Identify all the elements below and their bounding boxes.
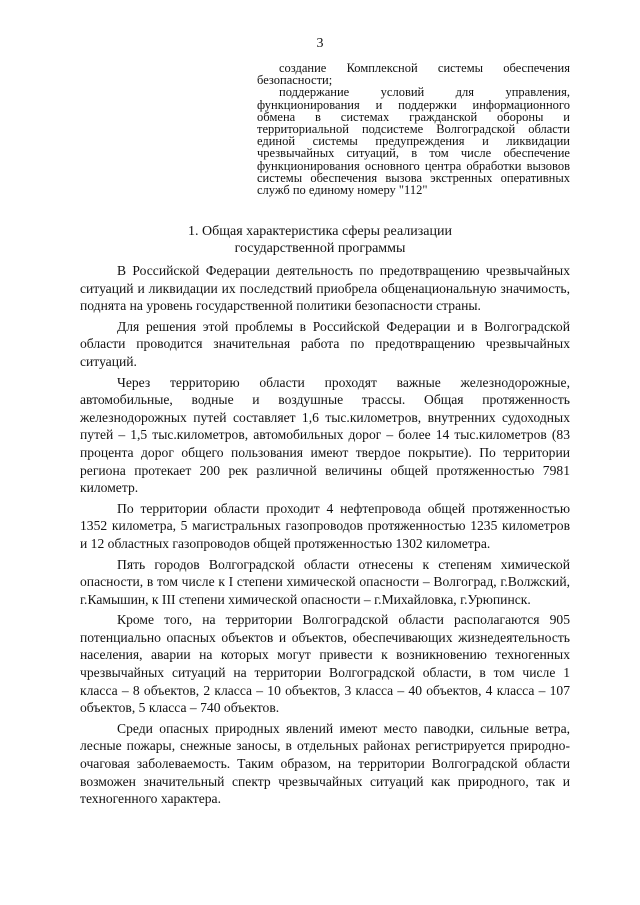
document-body [80,262,570,811]
paragraph: Среди опасных природных явлений имеют место паводки, сильные ветра, лесные пожары, снежные заносы, в отдельных районах регистрируется природно-очаговая заболеваемость. Таким образом, на территории Волгоградской области возможен значительный спектр чрезвычайных ситуаций как природного, так и техногенного характера. [80,720,570,807]
section-title-line: государственной программы [234,241,406,256]
paragraph: В Российской Федерации деятельность по предотвращению чрезвычайных ситуаций и ликвидации их последствий приобрела общенациональную значимость, поднята на уровень государственной политики безопасности страны. [80,263,570,314]
paragraph: Кроме того, на территории Волгоградской области располагаются 905 потенциально опасных объектов и объектов, обеспечивающих жизнедеятельность населения, аварии на которых могут привести к возникновению техногенных чрезвычайных ситуаций на территории Волгоградской области, в том числе 1 класса – 8 объектов, 2 класса – 10 объектов, 3 класса – 40 объектов, 4 класса – 107 объектов, 5 класса – 740 объектов. [80,612,570,716]
goal-item: поддержание условий для управления, функционирования и поддержки информационного обмена в системах гражданской обороны и территориальной подсистеме Волгоградской области единой системы предупреждения и ликвидации чрезвычайных ситуаций, в том числе обеспечение функционирования основного центра обработки вызовов системы обеспечения вызова экстренных оперативных служб по единому номеру "112" [257,85,570,198]
goal-item: создание Комплексной системы обеспечения безопасности; [257,61,570,88]
paragraph: По территории области проходит 4 нефтепровода общей протяженностью 1352 километра, 5 магистральных газопроводов протяженностью 1235 километров и 12 областных газопроводов общей протяженностью 1302 километра. [80,500,570,551]
section-title-line: 1. Общая характеристика сферы реализации [188,224,452,239]
page-number: 3 [316,36,324,51]
paragraph: Пять городов Волгоградской области отнесены к степеням химической опасности, в том числе к I степени химической опасности – Волгоград, г.Волжский, г.Камышин, к III степени химической опасности – г.Михайловка, г.Урюпинск. [80,556,570,607]
goals-list [257,62,570,196]
paragraph: Для решения этой проблемы в Российской Федерации и в Волгоградской области проводится значительная работа по предотвращению чрезвычайных ситуаций. [80,318,570,369]
paragraph: Через территорию области проходят важные железнодорожные, автомобильные, водные и воздушные трассы. Общая протяженность железнодорожных путей составляет 1,6 тыс.километров, внутренних судоходных путей – 1,5 тыс.километров, автомобильных дорог – более 14 тыс.километров (83 процента дорог общего пользования имеют твердое покрытие). По территории региона протекает 200 рек различной величины общей протяженностью 7981 километр. [80,374,570,496]
section-title [0,223,640,257]
